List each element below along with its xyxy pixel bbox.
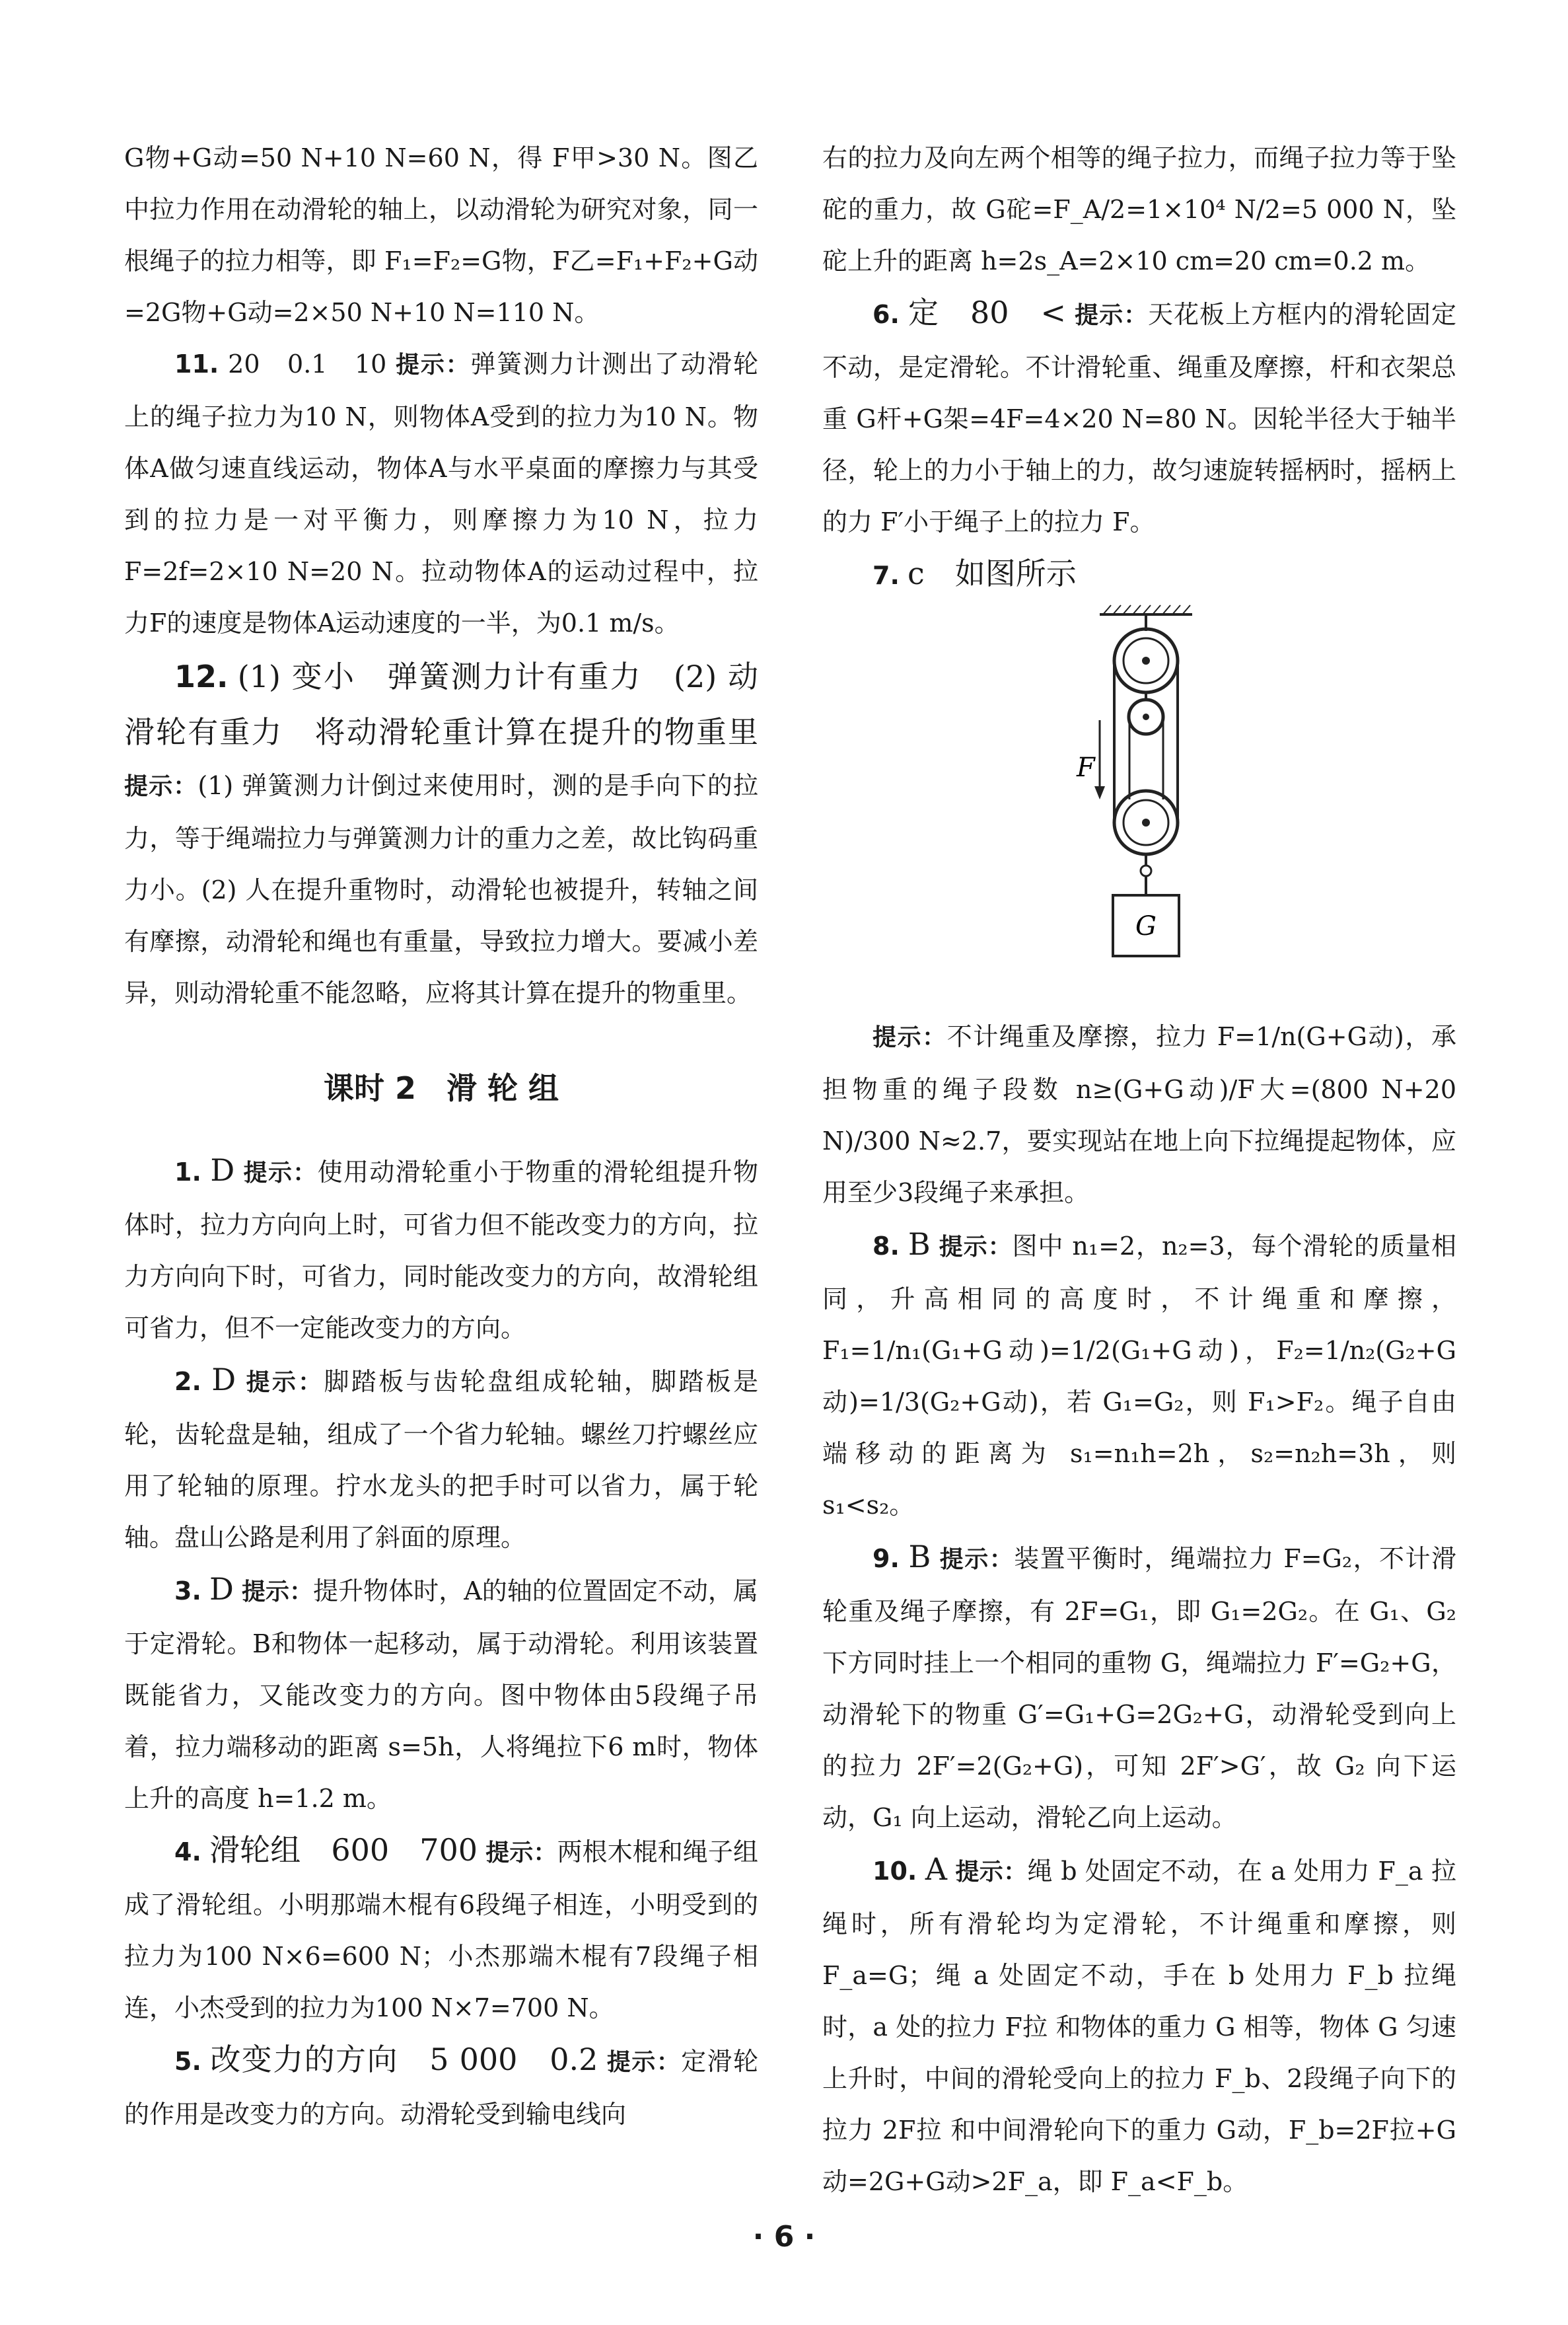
answer-value: 滑轮组 600 700 [209, 1832, 478, 1868]
answer-value: B [908, 1539, 931, 1574]
answer-value: D [210, 1152, 235, 1188]
hint-text: 提升物体时，A的轴的位置固定不动，属于定滑轮。B和物体一起移动，属于动滑轮。利用该装置既能省力，又能改变力的方向。图中物体由5段绳子吊着，拉力端移动的距离 s=5h，人将绳拉下6 m时，物体上升的高度 h=1.2 m。 [124, 1576, 758, 1813]
answer-2 [124, 1354, 758, 1563]
answer-4 [124, 1824, 758, 2034]
answer-8 [822, 1218, 1456, 1531]
answer-5 [124, 2034, 758, 2140]
hint-label: 提示： [606, 2049, 682, 2076]
answer-value: D [211, 1362, 236, 1397]
hint-label: 提示： [955, 1859, 1028, 1886]
answer-1 [124, 1144, 758, 1354]
answer-value: (1) 变小 弹簧测力计有重力 (2) 动滑轮有重力 将动滑轮重计算在提升的物重里 [124, 659, 758, 750]
ceiling-hatch [1103, 605, 1190, 614]
question-number: 11. [174, 350, 219, 379]
hint-text: 天花板上方框内的滑轮固定不动，是定滑轮。不计滑轮重、绳重及摩擦，杆和衣架总重 G杆+G架=4F=4×20 N=80 N。因轮半径大于轴半径，轮上的力小于轴上的力，故匀速旋转摇柄时，摇柄上的力 F′小于绳子上的拉力 F。 [822, 300, 1456, 536]
answer-value: B [908, 1226, 931, 1262]
question-number: 12. [174, 659, 229, 694]
hint-text: (1) 弹簧测力计倒过来使用时，测的是手向下的拉力，等于绳端拉力与弹簧测力计的重力之差，故比钩码重力小。(2) 人在提升重物时，动滑轮也被提升，转轴之间有摩擦，动滑轮和绳也有重量，导致拉力增大。要减小差异，则动滑轮重不能忽略，应将其计算在提升的物重里。 [124, 771, 758, 1008]
question-number: 7. [873, 561, 900, 590]
left-column [124, 132, 758, 2140]
hint-text: 装置平衡时，绳端拉力 F=G₂，不计滑轮重及绳子摩擦，有 2F=G₁，即 G₁=2G₂。在 G₁、G₂ 下方同时挂上一个相同的重物 G，绳端拉力 F′=G₂+G，动滑轮下的物重 G′=G₁+G=2G₂+G，动滑轮受到向上的拉力 2F′=2(G₂+G)，可知 2F′>G′，故 G₂ 向下运动，G₁ 向上运动，滑轮乙向上运动。 [822, 1544, 1456, 1832]
hint-label: 提示： [124, 773, 198, 800]
hint-text: 定滑轮的作用是改变力的方向。动滑轮受到输电线向 [124, 2047, 758, 2129]
hint-text: 图中 n₁=2，n₂=3，每个滑轮的质量相同，升高相同的高度时，不计绳重和摩擦，F₁=1/n₁(G₁+G动)=1/2(G₁+G动)，F₂=1/n₂(G₂+G动)=1/3(G₂+G动)，若 G₁=G₂，则 F₁>F₂。绳子自由端移动的距离为 s₁=n₁h=2h，s₂=n₂h=3h，则 s₁<s₂。 [822, 1232, 1456, 1520]
hint-label: 提示： [243, 1160, 318, 1187]
hint-label: 提示： [242, 1578, 314, 1605]
page-number: · 6 · [752, 2220, 816, 2254]
answer-value: A [925, 1851, 947, 1887]
hint-text: 脚踏板与齿轮盘组成轮轴，脚踏板是轮，齿轮盘是轴，组成了一个省力轮轴。螺丝刀拧螺丝应用了轮轴的原理。拧水龙头的把手时可以省力，属于轮轴。盘山公路是利用了斜面的原理。 [124, 1367, 758, 1552]
hint-label: 提示： [485, 1839, 557, 1866]
right-column [822, 132, 1456, 2207]
hint-text: 两根木棍和绳子组成了滑轮组。小明那端木棍有6段绳子相连，小明受到的拉力为100 N×6=600 N；小杰那端木棍有7段绳子相连，小杰受到的拉力为100 N×7=700 N。 [124, 1837, 758, 2022]
hint-label: 提示： [939, 1234, 1013, 1261]
question-number: 3. [174, 1576, 201, 1605]
question-number: 8. [873, 1232, 900, 1261]
label-F: F [1077, 753, 1095, 783]
question-number: 4. [174, 1837, 201, 1866]
hint-text: 不计绳重及摩擦，拉力 F=1/n(G+G动)，承担物重的绳子段数 n≥(G+G动)/F大=(800 N+20 N)/300 N≈2.7，要实现站在地上向下拉绳提起物体，应用至少3段绳子来承担。 [822, 1022, 1456, 1207]
hint-label: 提示： [396, 351, 471, 379]
answer-value: 20 0.1 10 [228, 350, 387, 379]
hint-label: 提示： [873, 1024, 947, 1051]
pulley-figure [822, 601, 1456, 1011]
question-number: 10. [873, 1857, 917, 1886]
answer-11 [124, 338, 758, 649]
answer-7 [822, 548, 1456, 601]
answer-10 [822, 1843, 1456, 2207]
hint-text: 绳 b 处固定不动，在 a 处用力 F_a 拉绳时，所有滑轮均为定滑轮，不计绳重和摩擦，则 F_a=G；绳 a 处固定不动，手在 b 处用力 F_b 拉绳时，a 处的拉力 F拉 和物体的重力 G 相等，物体 G 匀速上升时，中间的滑轮受向上的拉力 F_b、2段绳子向下的拉力 2F拉 和中间滑轮向下的重力 G动，F_b=2F拉+G动=2G+G动>2F_a，即 F_a<F_b。 [822, 1857, 1456, 2196]
answer-value: 改变力的方向 5 000 0.2 [210, 2042, 598, 2077]
paragraph-continued-10: G物+G动=50 N+10 N=60 N，得 F甲>30 N。图乙中拉力作用在动滑轮的轴上，以动滑轮为研究对象，同一根绳子的拉力相等，即 F₁=F₂=G物，F乙=F₁+F₂+G动=2G物+G动=2×50 N+10 N=110 N。 [124, 143, 758, 327]
answer-value: c 如图所示 [907, 556, 1077, 591]
hint-label: 提示： [246, 1369, 324, 1396]
label-G: G [1135, 911, 1157, 941]
answer-6 [822, 287, 1456, 548]
hint-text: 弹簧测力计测出了动滑轮上的绳子拉力为10 N，则物体A受到的拉力为10 N。物体A做匀速直线运动，物体A与水平桌面的摩擦力与其受到的拉力是一对平衡力，则摩擦力为10 N，拉力 F=2f=2×10 N=20 N。拉动物体A的运动过程中，拉力F的速度是物体A运动速度的一半，为0.1 m/s。 [124, 350, 758, 638]
question-number: 6. [873, 300, 900, 329]
paragraph-continued-5: 右的拉力及向左两个相等的绳子拉力，而绳子拉力等于坠砣的重力，故 G砣=F_A/2=1×10⁴ N/2=5 000 N，坠砣上升的距离 h=2s_A=2×10 cm=20 cm=0.2 m。 [822, 143, 1456, 276]
question-number: 2. [174, 1367, 201, 1396]
hint-text: 使用动滑轮重小于物重的滑轮组提升物体时，拉力方向向上时，可省力但不能改变力的方向，拉力方向向下时，可省力，同时能改变力的方向，故滑轮组可省力，但不一定能改变力的方向。 [124, 1158, 758, 1343]
answer-9 [822, 1531, 1456, 1843]
question-number: 9. [873, 1544, 900, 1573]
answer-3 [124, 1563, 758, 1824]
hint-label: 提示： [1075, 302, 1149, 329]
hint-7 [822, 1011, 1456, 1218]
question-number: 1. [174, 1158, 201, 1187]
pulley-diagram [822, 601, 1456, 1011]
answer-12 [124, 649, 758, 1019]
answer-value: D [209, 1571, 234, 1607]
question-number: 5. [174, 2047, 201, 2076]
section-title: 课时 2 滑 轮 组 [323, 1070, 559, 1106]
answer-value: 定 80 < [908, 295, 1067, 330]
hint-label: 提示： [939, 1546, 1015, 1573]
